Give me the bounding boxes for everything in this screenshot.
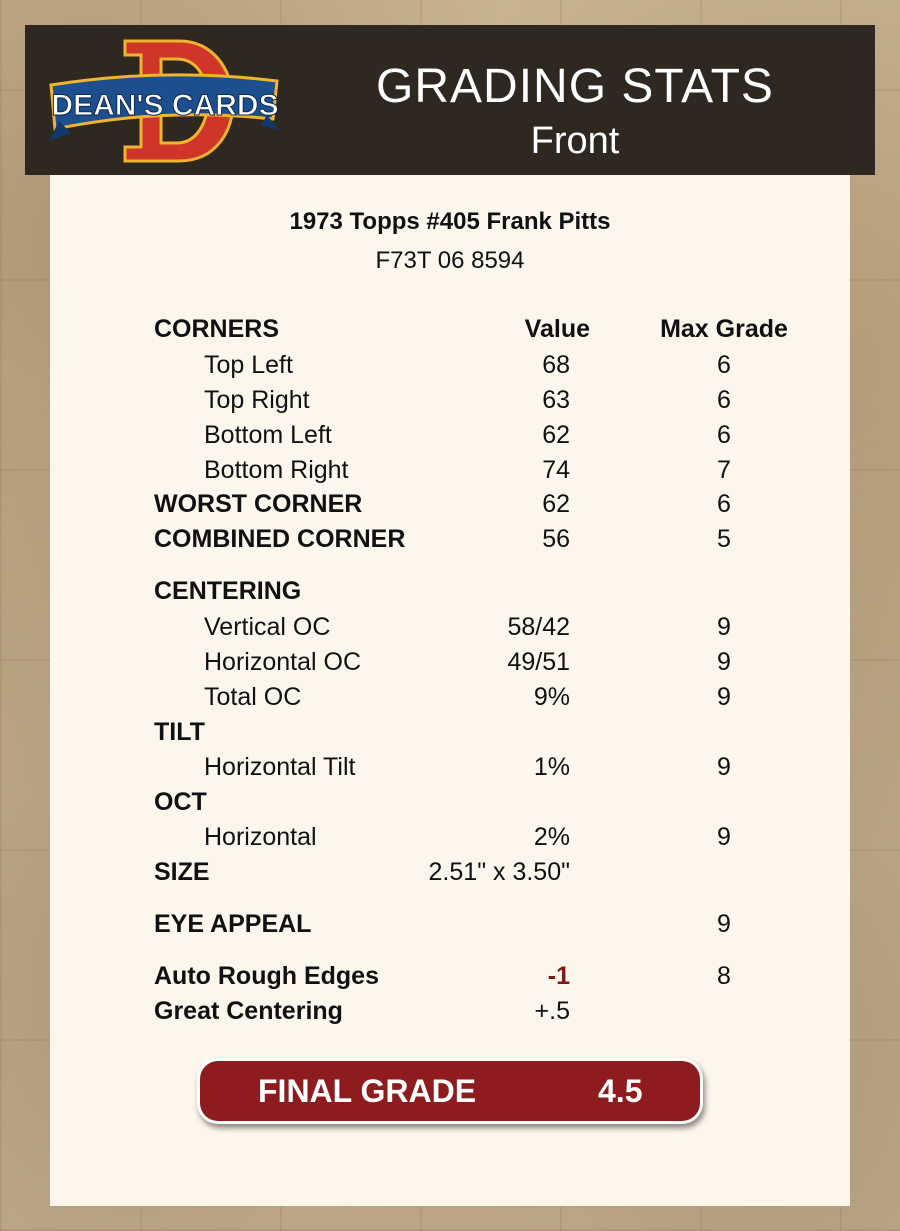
svg-text:DEAN'S CARDS: DEAN'S CARDS: [51, 89, 279, 122]
stat-row: [50, 823, 850, 855]
stat-value: 2.51" x 3.50": [428, 858, 570, 886]
combined-corner-row: [50, 525, 850, 557]
page-title: GRADING STATS: [376, 60, 774, 113]
stat-value: 62: [542, 490, 570, 518]
deans-cards-logo: [49, 37, 281, 165]
stat-label: Vertical OC: [204, 613, 331, 641]
stat-max-grade: 6: [717, 351, 731, 379]
stat-value: 58/42: [507, 613, 570, 641]
page-subtitle: Front: [530, 120, 620, 162]
stat-label: Top Left: [204, 351, 293, 379]
section-header-centering: [50, 577, 850, 609]
stat-label: Horizontal Tilt: [204, 753, 356, 781]
section-label-centering: CENTERING: [154, 577, 302, 605]
stat-max-grade: 9: [717, 823, 731, 851]
stat-row: [50, 456, 850, 488]
stat-value: 63: [542, 386, 570, 414]
section-label-oct: OCT: [154, 788, 207, 816]
great-centering-row: [50, 997, 850, 1029]
stat-max-grade: 9: [717, 753, 731, 781]
stat-label: Top Right: [204, 386, 310, 414]
size-row: [50, 858, 850, 890]
stat-label: WORST CORNER: [154, 490, 363, 518]
section-header-tilt: [50, 718, 850, 750]
stat-value: 49/51: [507, 648, 570, 676]
stat-max-grade: 9: [717, 648, 731, 676]
card-title: 1973 Topps #405 Frank Pitts: [289, 208, 611, 235]
final-grade-badge: [200, 1061, 700, 1121]
stat-value: -1: [547, 962, 570, 990]
column-header-max-grade: Max Grade: [660, 315, 788, 343]
worst-corner-row: [50, 490, 850, 522]
stat-row: [50, 613, 850, 645]
section-header-oct: [50, 788, 850, 820]
stat-value: 74: [542, 456, 570, 484]
stat-value: 62: [542, 421, 570, 449]
stat-value: +.5: [534, 997, 570, 1025]
stat-value: 68: [542, 351, 570, 379]
stat-row: [50, 648, 850, 680]
stat-max-grade: 8: [717, 962, 731, 990]
stat-value: 1%: [533, 753, 570, 781]
stat-max-grade: 9: [717, 910, 731, 938]
stat-row: [50, 386, 850, 418]
rough-edges-row: [50, 962, 850, 994]
stat-max-grade: 6: [717, 386, 731, 414]
stat-max-grade: 5: [717, 525, 731, 553]
card-cert-number: F73T 06 8594: [375, 247, 525, 274]
eye-appeal-row: [50, 910, 850, 942]
stat-max-grade: 7: [717, 456, 731, 484]
stat-row: [50, 421, 850, 453]
stat-label: Horizontal OC: [204, 648, 361, 676]
stat-row: [50, 683, 850, 715]
stat-max-grade: 6: [717, 490, 731, 518]
stat-max-grade: 9: [717, 683, 731, 711]
stat-max-grade: 9: [717, 613, 731, 641]
stat-row: [50, 351, 850, 383]
stat-label: Great Centering: [154, 997, 343, 1025]
stat-value: 56: [542, 525, 570, 553]
section-label-tilt: TILT: [154, 718, 205, 746]
stat-label: Bottom Left: [204, 421, 332, 449]
header-bar: [25, 25, 875, 175]
stat-label: Bottom Right: [204, 456, 349, 484]
stat-max-grade: 6: [717, 421, 731, 449]
stat-row: [50, 753, 850, 785]
stat-value: 9%: [533, 683, 570, 711]
stat-label: COMBINED CORNER: [154, 525, 406, 553]
final-grade-value: 4.5: [598, 1073, 643, 1109]
stat-label: EYE APPEAL: [154, 910, 312, 938]
stat-label: Horizontal: [204, 823, 317, 851]
final-grade-label: FINAL GRADE: [258, 1073, 477, 1109]
stat-label: Auto Rough Edges: [154, 962, 379, 990]
stat-label: SIZE: [154, 858, 210, 886]
stat-label: Total OC: [204, 683, 302, 711]
grading-panel: [50, 175, 850, 1206]
column-header-value: Value: [524, 315, 590, 343]
corners-header-row: [50, 315, 850, 347]
section-label-corners: CORNERS: [154, 315, 280, 343]
stat-value: 2%: [533, 823, 570, 851]
